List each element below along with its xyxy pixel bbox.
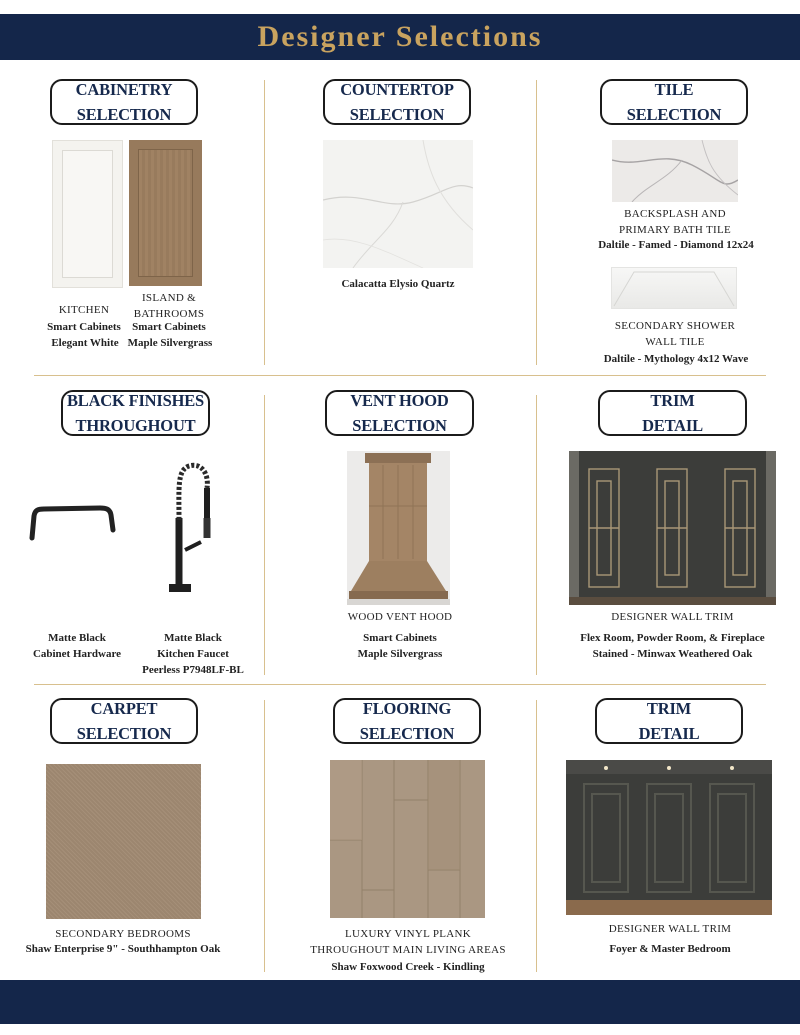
- vent-hood-selection-label: VENT HOOD SELECTION: [325, 390, 474, 436]
- island-cabinet-finish: Maple Silvergrass: [127, 337, 213, 349]
- column-divider: [536, 80, 537, 365]
- flooring-product: Shaw Foxwood Creek - Kindling: [331, 961, 485, 973]
- wall-trim-detail: Flex Room, Powder Room, & Fireplace Stained - Minwax Weathered Oak: [580, 632, 765, 660]
- wall-trim-panels: [566, 760, 772, 915]
- quartz-veining: [323, 140, 473, 268]
- maple-cabinet-door-swatch: [129, 140, 202, 286]
- backsplash-tile-location: BACKSPLASH AND PRIMARY BATH TILE: [618, 208, 732, 236]
- kitchen-room-label: KITCHEN: [58, 304, 110, 316]
- countertop-selection-label: COUNTERTOP SELECTION: [323, 79, 471, 125]
- wave-tile-shape: [612, 268, 736, 308]
- carpet-location: SECONDARY BEDROOMS: [55, 928, 191, 940]
- row-divider-1: [34, 375, 766, 376]
- wave-wall-tile-swatch: [611, 267, 737, 309]
- row-divider-2: [34, 684, 766, 685]
- flooring-location: LUXURY VINYL PLANK THROUGHOUT MAIN LIVING AREAS: [310, 928, 506, 956]
- wood-vent-hood-image: [347, 451, 450, 605]
- wall-trim-panels: [569, 451, 776, 605]
- carpet-selection-label: CARPET SELECTION: [50, 698, 198, 744]
- quartz-countertop-swatch: [323, 140, 473, 268]
- luxury-vinyl-plank-swatch: [330, 760, 485, 918]
- cabinet-hardware-caption: Matte Black Cabinet Hardware: [32, 632, 122, 660]
- vent-hood-product: Smart Cabinets Maple Silvergrass: [357, 632, 443, 660]
- marble-veining: [612, 140, 738, 202]
- trim-detail-label: TRIM DETAIL: [595, 698, 743, 744]
- island-cabinet-brand: Smart Cabinets: [132, 321, 206, 333]
- carpet-product: Shaw Enterprise 9" - Southhampton Oak: [25, 943, 221, 955]
- plank-lines: [330, 760, 485, 918]
- column-divider: [264, 80, 265, 365]
- countertop-name: Calacatta Elysio Quartz: [341, 278, 455, 290]
- carpet-swatch: [46, 764, 201, 919]
- column-divider: [536, 700, 537, 972]
- kitchen-faucet-caption: Matte Black Kitchen Faucet Peerless P7948LF-BL: [142, 632, 244, 676]
- wall-trim-type: DESIGNER WALL TRIM: [611, 611, 734, 623]
- black-finishes-label: BLACK FINISHES THROUGHOUT: [61, 390, 210, 436]
- matte-black-kitchen-faucet-icon: [155, 458, 225, 598]
- kitchen-cabinet-brand: Smart Cabinets: [47, 321, 121, 333]
- wall-trim-detail: Foyer & Master Bedroom: [609, 943, 731, 955]
- designer-wall-trim-photo: [569, 451, 776, 605]
- column-divider: [536, 395, 537, 675]
- trim-detail-label: TRIM DETAIL: [598, 390, 747, 436]
- wall-trim-type: DESIGNER WALL TRIM: [608, 923, 732, 935]
- marble-backsplash-tile-swatch: [612, 140, 738, 202]
- kitchen-cabinet-finish: Elegant White: [51, 337, 119, 349]
- page-footer: [0, 980, 800, 1024]
- vent-hood-type: WOOD VENT HOOD: [347, 611, 453, 623]
- backsplash-tile-product: Daltile - Famed - Diamond 12x24: [598, 239, 754, 251]
- island-room-label: ISLAND & BATHROOMS: [133, 292, 205, 320]
- column-divider: [264, 700, 265, 972]
- white-cabinet-door-swatch: [52, 140, 123, 288]
- vent-hood-shape: [347, 451, 450, 605]
- page-title: Designer Selections: [257, 20, 543, 53]
- column-divider: [264, 395, 265, 675]
- cabinetry-selection-label: CABINETRY SELECTION: [50, 79, 198, 125]
- matte-black-cabinet-pull-icon: [28, 500, 118, 550]
- page-header: [0, 14, 800, 60]
- tile-selection-label: TILE SELECTION: [600, 79, 748, 125]
- flooring-selection-label: FLOORING SELECTION: [333, 698, 481, 744]
- shower-tile-location: SECONDARY SHOWER WALL TILE: [614, 320, 736, 348]
- shower-tile-product: Daltile - Mythology 4x12 Wave: [603, 353, 749, 365]
- designer-wall-trim-photo: [566, 760, 772, 915]
